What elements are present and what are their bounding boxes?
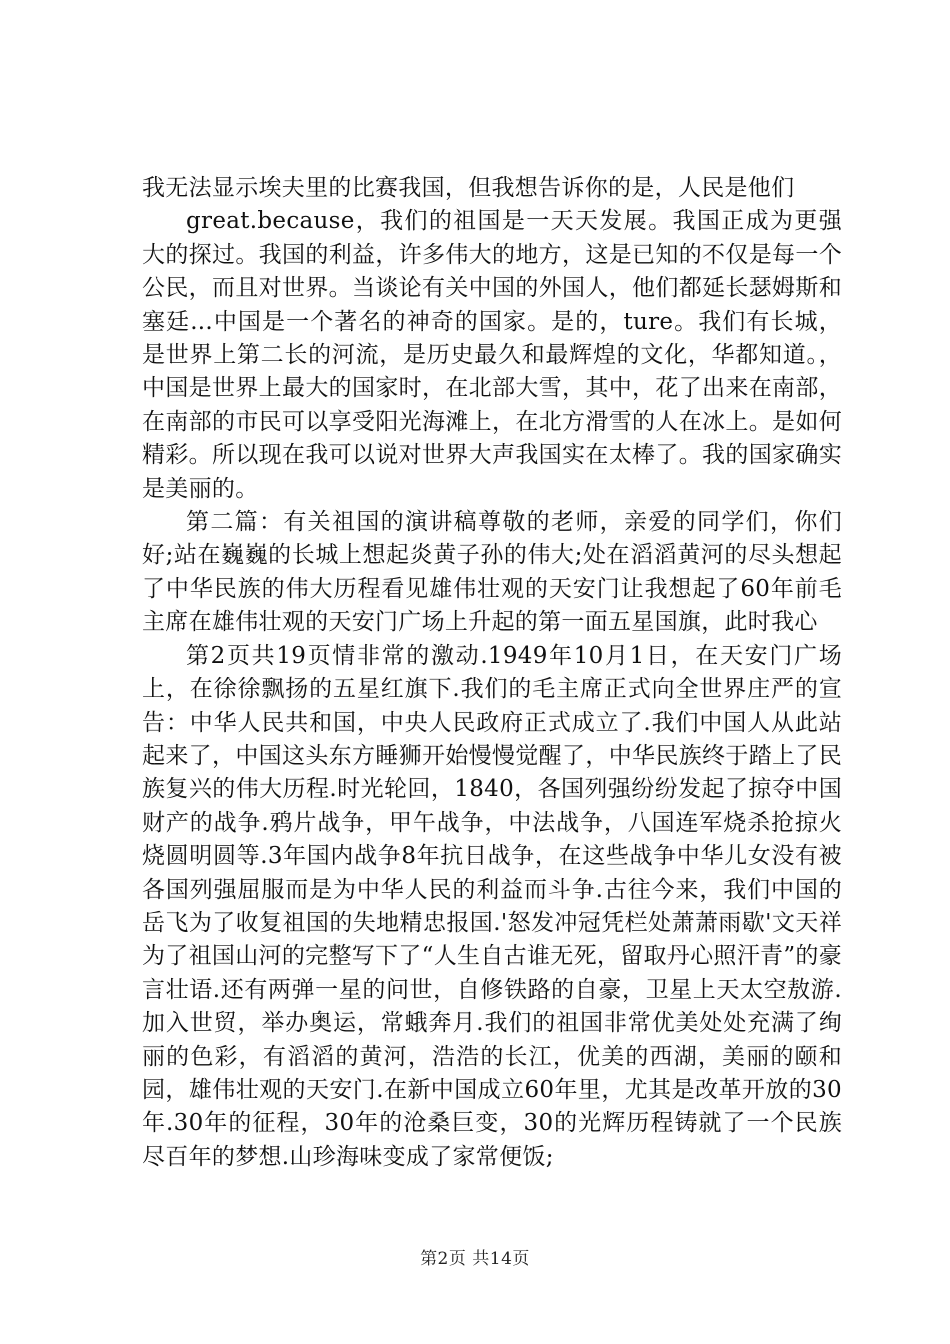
paragraph-1: 我无法显示埃夫里的比赛我国，但我想告诉你的是，人民是他们 bbox=[142, 175, 795, 201]
paragraph-2: great.because，我们的祖国是一天天发展。我国正成为更强大的探过。我国的利益，许多伟大的地方，这是已知的不仅是每一个公民，而且对世界。当谈论有关中国的外国人，他们都延长瑟姆斯和塞廷...中国是一个著名的神奇的国家。是的，ture。我们有长城，是世界上第二长的河流，是历史最久和最辉煌的文化，华都知道。，中国是世界上最大的国家时，在北部大雪，其中，花了出来在南部，在南部的市民可以享受阳光海滩上，在北方滑雪的人在冰上。是如何精彩。所以现在我可以说对世界大声我国实在太棒了。我的国家确实是美丽的。 bbox=[142, 208, 842, 502]
page-footer: 第2页 共14页 bbox=[420, 1249, 530, 1269]
document-body bbox=[142, 172, 842, 1174]
paragraph-3: 第二篇：有关祖国的演讲稿尊敬的老师，亲爱的同学们，你们好;站在巍巍的长城上想起炎黄子孙的伟大;处在滔滔黄河的尽头想起了中华民族的伟大历程看见雄伟壮观的天安门让我想起了60年前毛主席在雄伟壮观的天安门广场上升起的第一面五星国旗，此时我心 bbox=[142, 509, 842, 636]
paragraph-4: 第2页共19页情非常的激动.1949年10月1日，在天安门广场上，在徐徐飘扬的五星红旗下.我们的毛主席正式向全世界庄严的宣告：中华人民共和国，中央人民政府正式成立了.我们中国人从此站起来了，中国这头东方睡狮开始慢慢觉醒了，中华民族终于踏上了民族复兴的伟大历程.时光轮回，1840，各国列强纷纷发起了掠夺中国财产的战争.鸦片战争，甲午战争，中法战争，八国连军烧杀抢掠火烧圆明圆等.3年国内战争8年抗日战争，在这些战争中华儿女没有被各国列强屈服而是为中华人民的利益而斗争.古往今来，我们中国的岳飞为了收复祖国的失地精忠报国.'怒发冲冠凭栏处萧萧雨歇'文天祥为了祖国山河的完整写下了“人生自古谁无死，留取丹心照汗青”的豪言壮语.还有两弹一星的问世，自修铁路的自豪，卫星上天太空敖游.加入世贸，举办奥运，常蛾奔月.我们的祖国非常优美处处充满了绚丽的色彩，有滔滔的黄河，浩浩的长江，优美的西湖，美丽的颐和园，雄伟壮观的天安门.在新中国成立60年里，尤其是改革开放的30年.30年的征程，30年的沧桑巨变，30的光辉历程铸就了一个民族尽百年的梦想.山珍海味变成了家常便饭; bbox=[142, 642, 842, 1170]
